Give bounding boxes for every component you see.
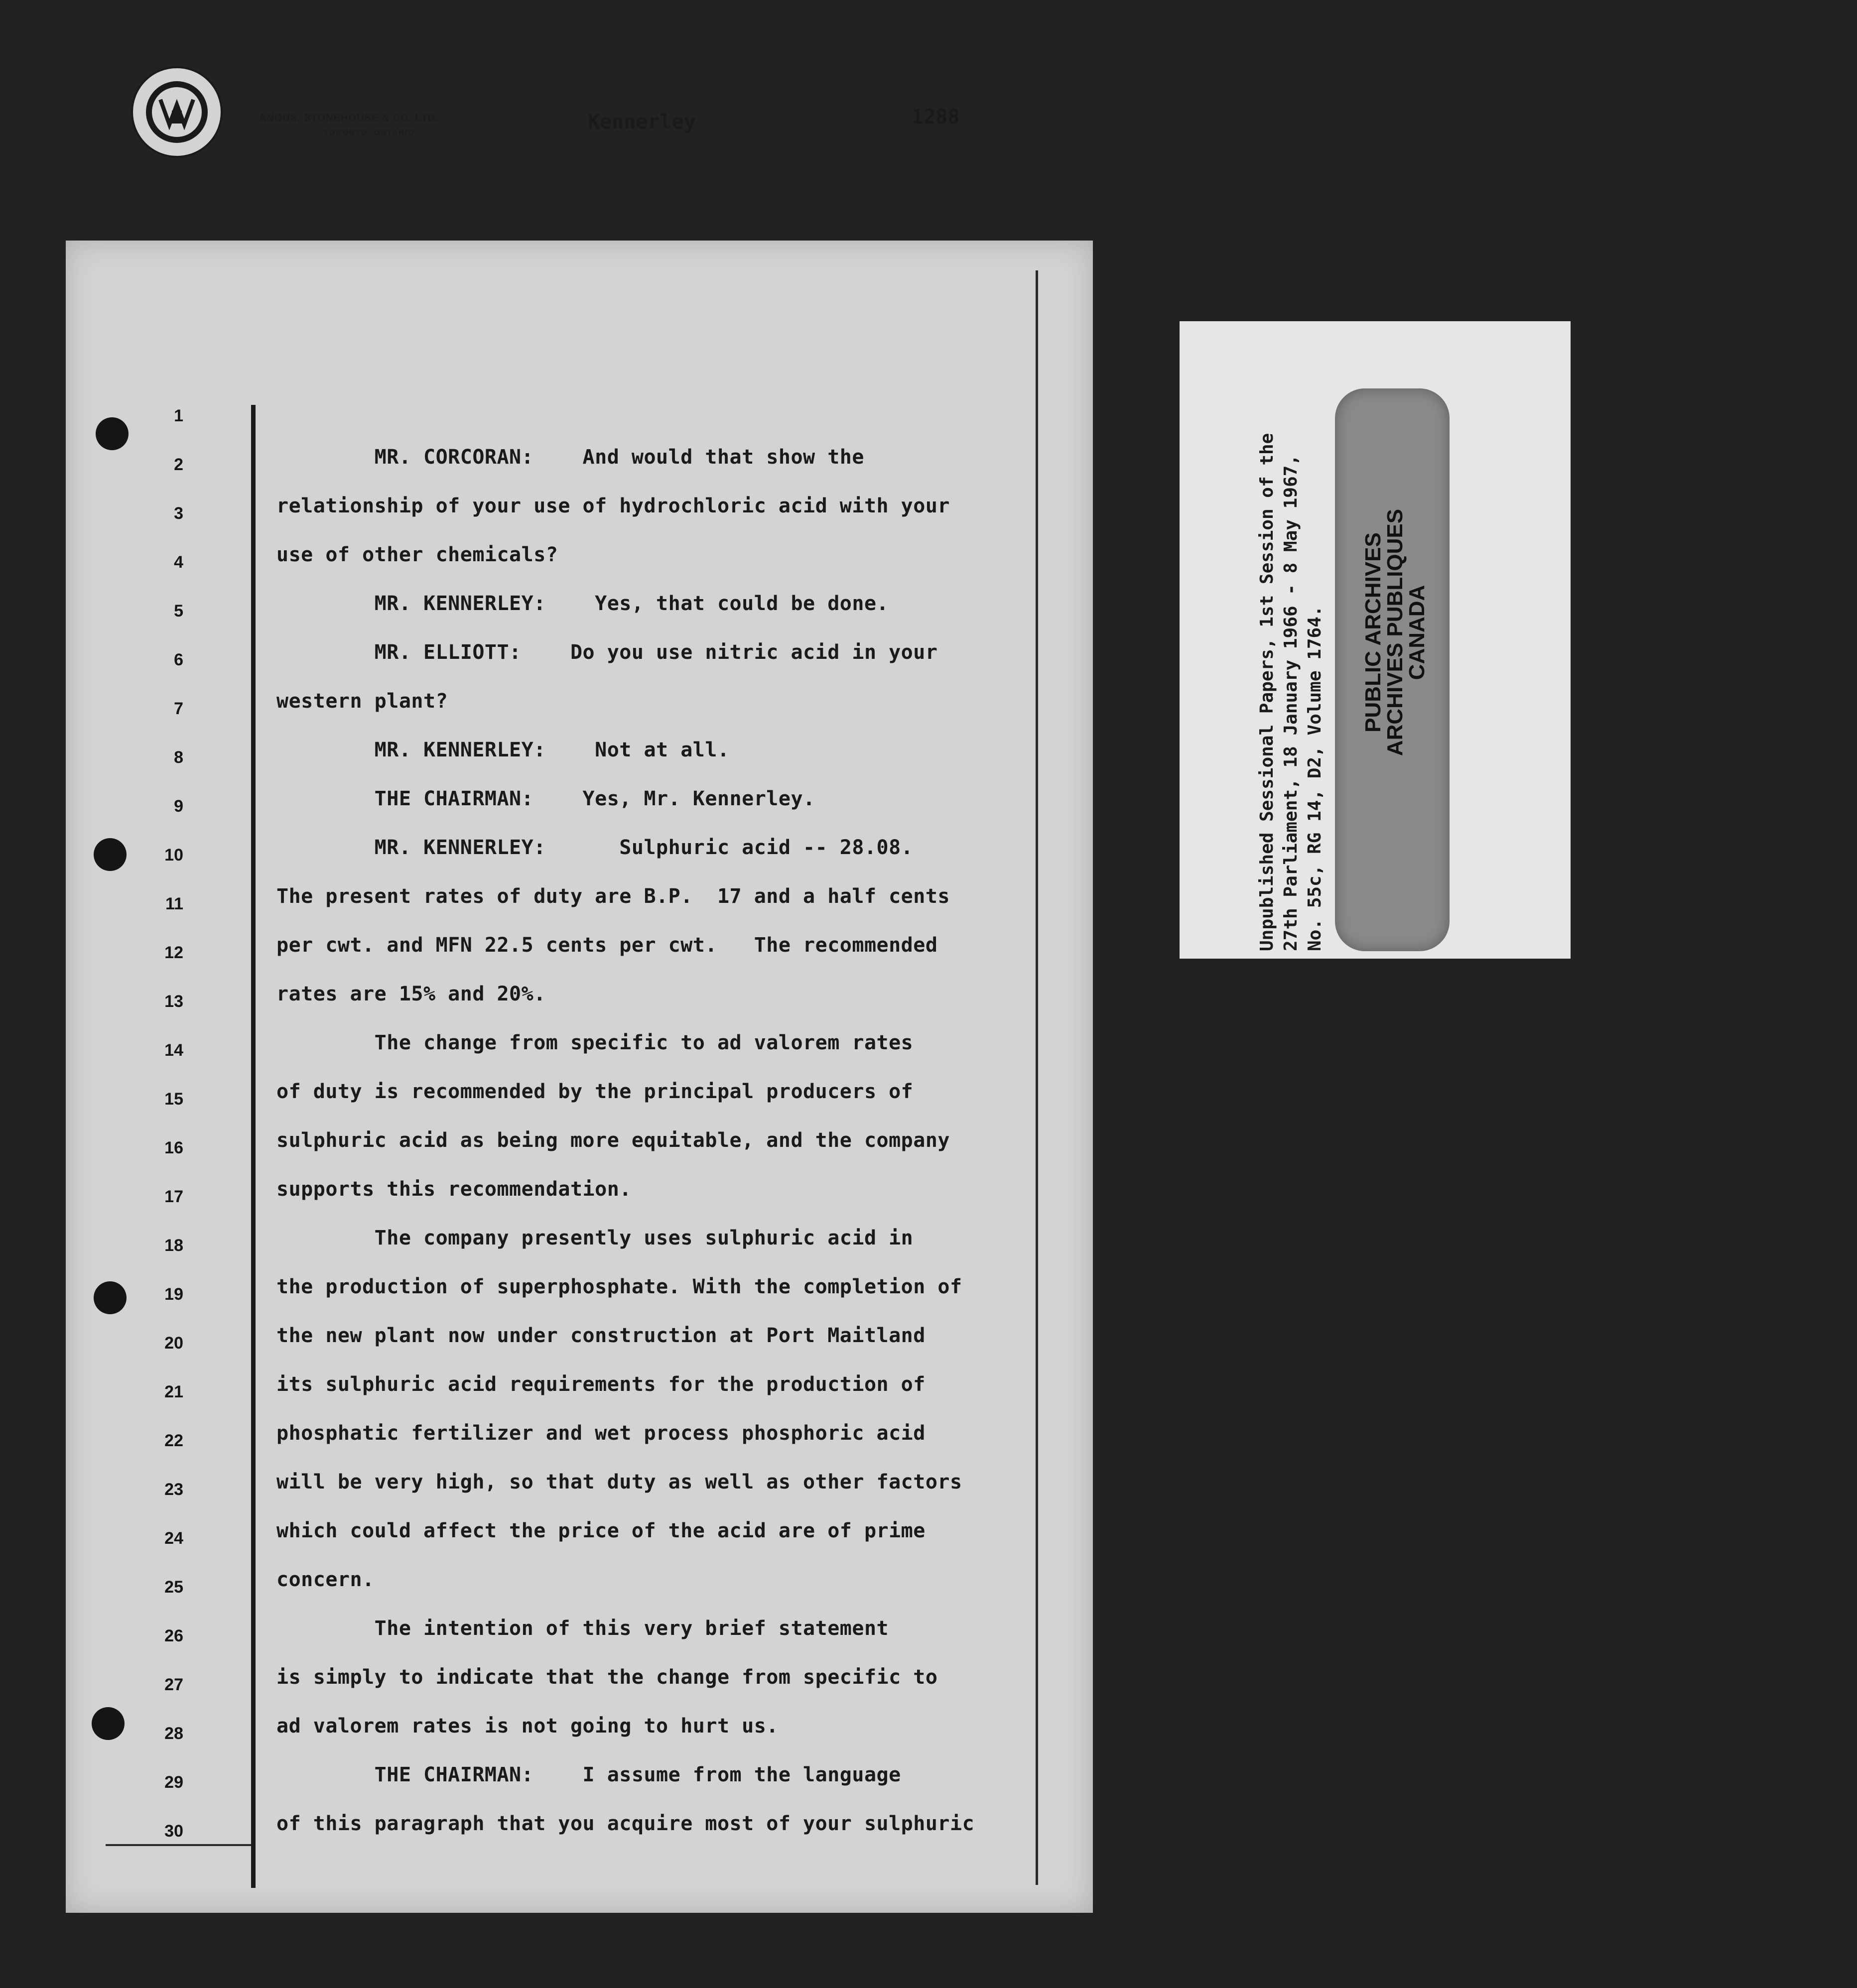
line-number: 23 xyxy=(164,1480,183,1499)
line-number: 3 xyxy=(174,504,183,523)
archives-stamp-text xyxy=(1362,483,1428,782)
line-number: 5 xyxy=(174,602,183,621)
witness-name-header: Kennerley xyxy=(588,111,696,133)
line-number: 8 xyxy=(174,748,183,767)
line-number: 22 xyxy=(164,1431,183,1450)
transcript-line: The company presently uses sulphuric acid in xyxy=(276,1227,914,1249)
transcript-line: The intention of this very brief statement xyxy=(276,1617,889,1640)
transcript-line: MR. ELLIOTT: Do you use nitric acid in your xyxy=(276,641,938,664)
transcript-line: phosphatic fertilizer and wet process phosphoric acid xyxy=(276,1422,926,1445)
transcript-line: ad valorem rates is not going to hurt us. xyxy=(276,1715,779,1738)
transcript-line: MR. KENNERLEY: Not at all. xyxy=(276,739,730,761)
archive-citation xyxy=(1255,324,1327,951)
binder-hole xyxy=(94,1281,127,1314)
binder-hole xyxy=(94,838,127,871)
right-margin-rule xyxy=(1036,270,1038,1885)
transcript-line: relationship of your use of hydrochloric acid with your xyxy=(276,495,950,517)
transcript-line: its sulphuric acid requirements for the production of xyxy=(276,1373,926,1396)
firm-location-line: TORONTO. ONTARIO xyxy=(324,128,415,137)
reporter-seal-logo xyxy=(130,65,224,159)
transcript-line: of duty is recommended by the principal producers of xyxy=(276,1080,914,1103)
stamp-line: ARCHIVES PUBLIQUES xyxy=(1383,508,1407,756)
archive-citation-line: No. 55c, RG 14, D2, Volume 1764. xyxy=(1305,606,1325,951)
line-number: 29 xyxy=(164,1773,183,1792)
line-number: 15 xyxy=(164,1090,183,1109)
line-number: 19 xyxy=(164,1285,183,1304)
archive-citation-line: 27th Parliament, 18 January 1966 - 8 May 1967, xyxy=(1281,455,1301,951)
transcript-line: MR. KENNERLEY: Sulphuric acid -- 28.08. xyxy=(276,836,914,859)
line-number: 14 xyxy=(164,1041,183,1060)
line-number: 11 xyxy=(165,894,183,913)
line-number: 2 xyxy=(174,455,183,474)
archive-citation-line: Unpublished Sessional Papers, 1st Session of the xyxy=(1257,433,1277,951)
line-number: 4 xyxy=(174,553,183,572)
transcript-line: The present rates of duty are B.P. 17 and a half cents xyxy=(276,885,950,908)
transcript-line: use of other chemicals? xyxy=(276,543,558,566)
stamp-line: CANADA xyxy=(1405,585,1429,680)
line-number: 28 xyxy=(164,1724,183,1743)
firm-name xyxy=(259,111,518,140)
transcript-line: sulphuric acid as being more equitable, and the company xyxy=(276,1129,950,1152)
transcript-line: per cwt. and MFN 22.5 cents per cwt. The recommended xyxy=(276,934,938,957)
stamp-line: PUBLIC ARCHIVES xyxy=(1361,532,1385,733)
line-number: 9 xyxy=(174,797,183,816)
transcript-page xyxy=(66,241,1093,1913)
transcript-line: will be very high, so that duty as well as other factors xyxy=(276,1471,962,1493)
page-number: 1288 xyxy=(912,106,960,128)
line-number: 7 xyxy=(174,699,183,718)
transcript-line: western plant? xyxy=(276,690,448,713)
line-number: 20 xyxy=(164,1334,183,1353)
line-number: 21 xyxy=(164,1382,183,1401)
transcript-line: is simply to indicate that the change from specific to xyxy=(276,1666,938,1689)
transcript-line: the production of superphosphate. With the completion of xyxy=(276,1275,962,1298)
transcript-line: which could affect the price of the acid are of prime xyxy=(276,1519,926,1542)
line-number: 24 xyxy=(164,1529,183,1548)
transcript-line: rates are 15% and 20%. xyxy=(276,983,546,1005)
transcript-line: MR. CORCORAN: And would that show the xyxy=(276,446,864,469)
line-number: 30 xyxy=(164,1822,183,1841)
transcript-line: THE CHAIRMAN: Yes, Mr. Kennerley. xyxy=(276,787,815,810)
left-margin-rule xyxy=(251,405,256,1888)
binder-hole xyxy=(96,417,129,450)
bottom-rule xyxy=(106,1844,251,1846)
line-number: 10 xyxy=(164,846,183,865)
line-number: 25 xyxy=(164,1578,183,1597)
transcript-line: the new plant now under construction at Port Maitland xyxy=(276,1324,926,1347)
transcript-line: supports this recommendation. xyxy=(276,1178,632,1201)
line-number: 1 xyxy=(174,406,183,425)
firm-name-line: ANGUS. STONEHOUSE & CO. LTD. xyxy=(259,113,439,124)
line-number: 6 xyxy=(174,650,183,669)
line-number: 18 xyxy=(164,1236,183,1255)
line-number: 26 xyxy=(164,1626,183,1645)
transcript-line: The change from specific to ad valorem rates xyxy=(276,1031,914,1054)
transcript-line: MR. KENNERLEY: Yes, that could be done. xyxy=(276,592,889,615)
line-number: 16 xyxy=(164,1138,183,1157)
line-number: 27 xyxy=(164,1675,183,1694)
transcript-line: THE CHAIRMAN: I assume from the language xyxy=(276,1763,901,1786)
line-number: 13 xyxy=(164,992,183,1011)
binder-hole xyxy=(92,1707,125,1740)
line-number: 17 xyxy=(164,1187,183,1206)
line-number: 12 xyxy=(164,943,183,962)
transcript-line: concern. xyxy=(276,1568,375,1591)
transcript-line: of this paragraph that you acquire most of your sulphuric xyxy=(276,1812,975,1835)
